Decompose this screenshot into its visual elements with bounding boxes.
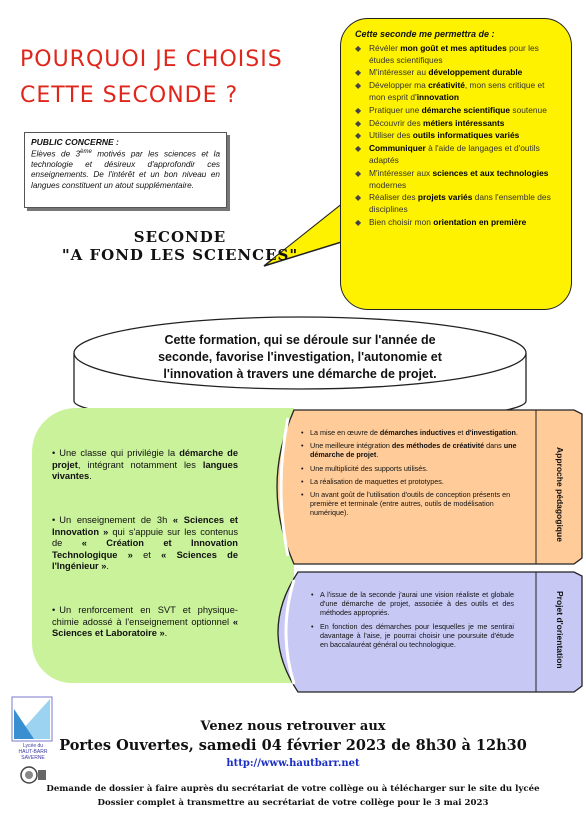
portes-ouvertes-date: Portes Ouvertes, samedi 04 février 2023 de 8h30 à 12h30 (59, 737, 527, 754)
dossier-note-1: Demande de dossier à faire auprès du secrétariat de votre collège ou à télécharger sur le site du lycée (46, 784, 540, 794)
logo-text-1: Lycée du (22, 743, 44, 749)
dossier-note-2: Dossier complet à transmettre au secrétariat de votre collège pour le 3 mai 2023 (97, 798, 489, 808)
logo-text-3: SAVERNE (21, 755, 45, 761)
orientation-text (310, 590, 514, 653)
approche-item: • La réalisation de maquettes et prototypes. (310, 477, 518, 486)
orientation-list (310, 590, 514, 649)
approche-item: • Une meilleure intégration des méthodes de créativité dans une démarche de projet. (310, 441, 518, 459)
approche-item: • La mise en œuvre de démarches inductives et d'investigation. (310, 428, 518, 437)
bubble-item: ◆ M'intéresser aux sciences et aux technologies modernes (355, 168, 561, 192)
orientation-label: Projet d'orientation (555, 591, 565, 669)
approche-item: • Un avant goût de l'utilisation d'outils de conception présents en première et terminale (entre autres, outils de modélisation numérique). (310, 490, 518, 518)
public-text (31, 147, 220, 191)
seconde-title: SECONDE "A FOND LES SCIENCES" (61, 228, 299, 264)
green-bullet-1: • Une classe qui privilégie la démarche de projet, intégrant notamment les langues vivantes. (52, 448, 238, 483)
approche-item: • Une multiplicité des supports utilisés. (310, 464, 518, 473)
green-bullet-3: • Un renforcement en SVT et physique-chimie adossé à l'enseignement optionnel « Sciences et Laboratoire ». (52, 605, 238, 640)
approche-list (300, 428, 518, 518)
bubble-item: ◆ Réaliser des projets variés dans l'ensemble des disciplines (355, 192, 561, 216)
orientation-item: • A l'issue de la seconde j'aurai une vision réaliste et globale d'une démarche de projet, associée à des outils et des méthodes appropriés. (320, 590, 514, 618)
portes-ouvertes-intro: Venez nous retrouver aux (200, 719, 386, 734)
approche-label: Approche pédagogique (555, 446, 565, 542)
bubble-intro: Cette seconde me permettra de : (355, 29, 495, 39)
benefits-bubble (340, 18, 572, 310)
formation-text: Cette formation, qui se déroule sur l'année de seconde, favorise l'investigation, l'autonomie et l'innovation à travers une démarche de projet. (158, 333, 442, 381)
approche-text (300, 428, 518, 522)
bubble-item: ◆ Révéler mon goût et mes aptitudes pour les études scientifiques (355, 43, 561, 67)
bubble-item: ◆ Bien choisir mon orientation en première (355, 217, 561, 229)
bubble-item: ◆ M'intéresser au développement durable (355, 67, 561, 79)
bubble-list (355, 43, 561, 229)
website-link[interactable]: http://www.hautbarr.net (226, 758, 360, 769)
bubble-item: ◆ Communiquer à l'aide de langages et d'outils adaptés (355, 143, 561, 167)
green-bullet-2: • Un enseignement de 3h « Sciences et Innovation » qui s'appuie sur les contenus de « Création et Innovation Technologique » et « Sciences de l'Ingénieur ». (52, 515, 238, 573)
bubble-item: ◆ Découvrir des métiers intéressants (355, 118, 561, 130)
bubble-item: ◆ Utiliser des outils informatiques variés (355, 130, 561, 142)
page-title: POURQUOI JE CHOISIS CETTE SECONDE ? (20, 47, 283, 108)
bubble-item: ◆ Développer ma créativité, mon sens critique et mon esprit d'innovation (355, 80, 561, 104)
public-text-sup: ème (80, 149, 92, 156)
logo-text-2: HAUT-BARR (18, 749, 48, 755)
orientation-item: • En fonction des démarches pour lesquelles je me sentirai davantage à l'aise, je pourrai choisir une poursuite d'étude en baccalauréat général ou technologique. (320, 622, 514, 650)
public-text-before: Elèves de 3 (31, 149, 81, 159)
public-heading: PUBLIC CONCERNE : (31, 137, 119, 147)
public-box (24, 132, 227, 208)
public-text-after: motivés par les sciences et la technologie et désireux d'approfondir ces enseignements. De l'intérêt et un bon niveau en langues constituent un atout supplémentaire. (31, 149, 220, 190)
bubble-item: ◆ Pratiquer une démarche scientifique soutenue (355, 105, 561, 117)
